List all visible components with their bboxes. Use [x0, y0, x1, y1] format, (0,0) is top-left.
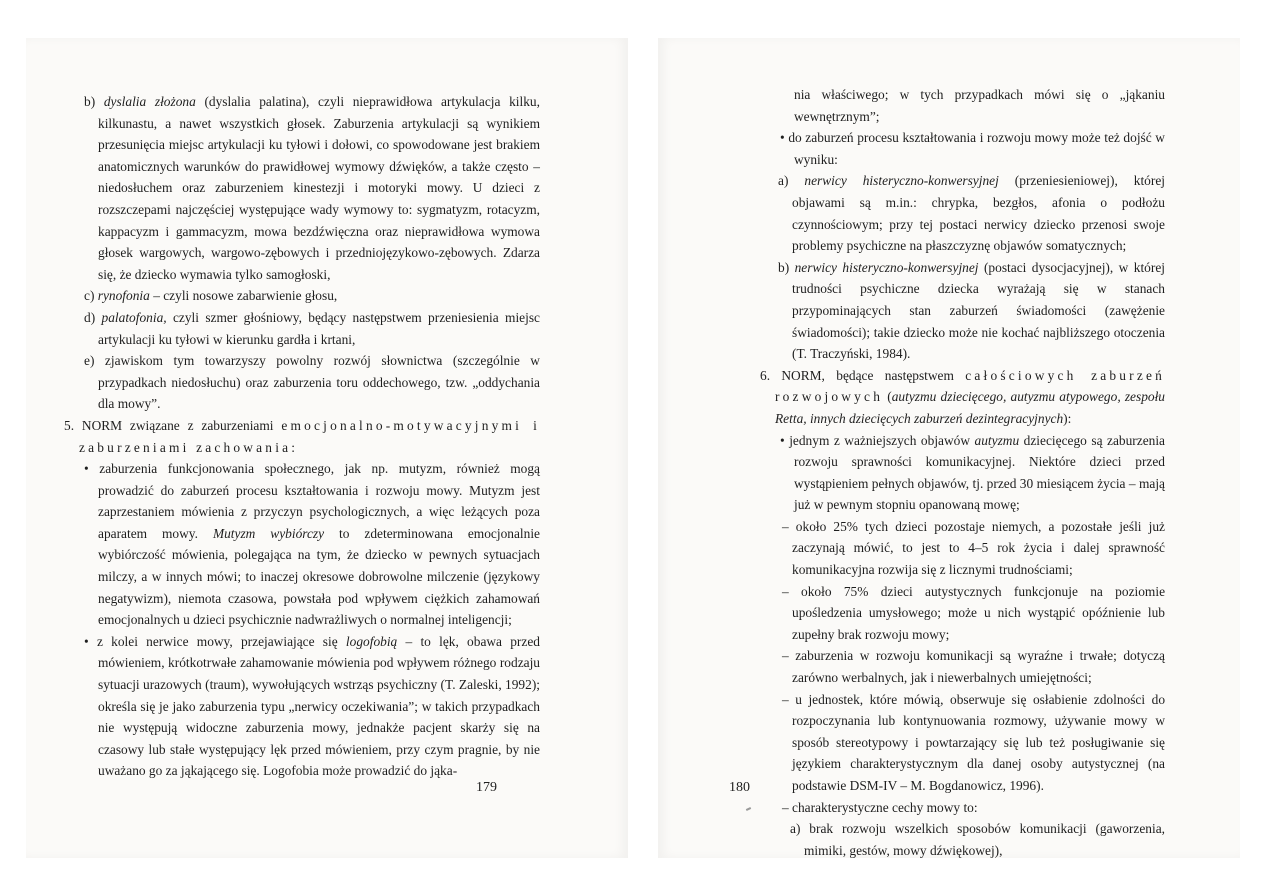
dash-item: – około 25% tych dzieci pozostaje niemych, a pozostałe jeśli już zaczynają mówić, to jest to 4–5 rok życia i dalej sprawność komunikacyjna rozwija się z licznymi trudnościami; — [782, 518, 1165, 578]
list-item-b: b) dyslalia złożona (dyslalia palatina), czyli nieprawidłowa artykulacja kilku, kilkunastu, a nawet wszystkich głosek. Zaburzenia artykulacji są wynikiem przesunięcia miejsc artykulacji ku tyłowi i dołowi, co spowodowane jest brakiem anatomicznych warunków do prawidłowej wymowy dźwięków, a także często – niedosłuchem oraz zaburzeniem kinestezji i motoryki mowy. U dzieci z rozszczepami najczęściej występujące wady wymowy to: sygmatyzm, rotacyzm, kappacyzm i gammacyzm, mowa bezdźwięczna oraz nieprawidłowa wymowa głosek wargowych, wargowo-zębowych i przedniojęzykowo-zębowych. Zdarza się, że dziecko wymawia tylko samogłoski, — [84, 94, 540, 282]
scan-speck — [746, 807, 751, 811]
bullet-item-logofobia: • z kolei nerwice mowy, przejawiające się logofobią – to lęk, obawa przed mówieniem, krótkotrwałe zahamowanie mówienia pod wpływem różnego rodzaju sytuacji urazowych (traum), wywołujących wstrząs psychiczny (T. Zaleski, 1992); określa się je jako zaburzenia typu „nerwicy oczekiwania”; w takich przypadkach nie występują widoczne zaburzenia mowy, jednakże pacjent skarży się na czasowy lub stałe występujący lęk przed mówieniem, przy czym pragnie, by nie uważano go za jąkającego się. Logofobia może prowadzić do jąka- — [84, 633, 540, 779]
page-number-right: 180 — [729, 780, 750, 795]
bullet-icon: • — [84, 633, 89, 649]
section-5-heading: 5. NORM związane z zaburzeniami emocjonalno-motywacyjnymi i zaburzeniami zachowania: — [64, 417, 540, 455]
right-page — [658, 38, 1240, 858]
dash-item: – u jednostek, które mówią, obserwuje się osłabienie zdolności do rozpoczynania lub kontynuowania rozmowy, używanie mowy w sposób stereotypowy i powtarzający się lub też posługiwanie się językiem charakterystycznym dla danej osoby autystycznej (na podstawie DSM-IV – M. Bogdanowicz, 1996). — [782, 691, 1166, 793]
continuation-text: nia właściwego; w tych przypadkach mówi się o „jąkaniu wewnętrznym”; — [794, 87, 1165, 124]
bullet-icon: • — [780, 130, 785, 146]
dash-item: – charakterystyczne cechy mowy to: — [782, 799, 978, 815]
list-item-e: e) zjawiskom tym towarzyszy powolny rozwój słownictwa (szczególnie w przypadkach niedosłuchu) oraz zaburzenia toru oddechowego, tzw. „oddychania dla mowy”. — [84, 353, 540, 412]
bullet-item-autyzm: • jednym z ważniejszych objawów autyzmu dziecięcego są zaburzenia rozwoju sprawności komunikacyjnej. Niektóre dzieci przed wystąpieniem pełnych objawów, tj. przed 30 miesiącem życia – mają już w pewnym stopniu opanowaną mowę; — [780, 432, 1165, 513]
section-6-heading: 6. NORM, będące następstwem całościowych zaburzeń rozwojowych (autyzmu dziecięcego, autyzmu atypowego, zespołu Retta, innych dziecięcych zaburzeń dezintegracyjnych): — [760, 367, 1165, 426]
bullet-icon: • — [780, 432, 785, 448]
sub-item-a: a) nerwicy histeryczno-konwersyjnej (przeniesieniowej), której objawami są m.in.: chrypka, bezgłos, afonia o podłożu czynnościowym; przy tej postaci nerwicy dziecko przenosi swoje problemy psychiczne na płaszczyznę objawów somatycznych; — [778, 173, 1165, 254]
bullet-item-zaburzenia: • do zaburzeń procesu kształtowania i rozwoju mowy może też dojść w wyniku: — [780, 130, 1165, 167]
sub-item-a-last: a) brak rozwoju wszelkich sposobów komunikacji (gaworzenia, mimiki, gestów, mowy dźwiękowej), — [790, 821, 1165, 858]
bullet-item-mutyzm: • zaburzenia funkcjonowania społecznego, jak np. mutyzm, również mogą prowadzić do zaburzeń procesu kształtowania i rozwoju mowy. Mutyzm jest zaprzestaniem mówienia z przyczyn psychologicznych, a więc leżących poza aparatem mowy. Mutyzm wybiórczy to zdeterminowana emocjonalnie wybiórczość mówienia, polegająca na tym, że dziecko w pewnych sytuacjach milczy, a w innych mówi; to inaczej okresowe dobrowolne milczenie (językowy negatywizm), niemota czasowa, powstała pod wpływem ciężkich zahamowań emocjonalnych u dzieci psychicznie nadwrażliwych o normalnej inteligencji; — [84, 461, 540, 628]
list-item-d: d) palatofonia, czyli szmer głośniowy, będący następstwem przeniesienia miejsc artykulacji ku tyłowi w kierunku gardła i krtani, — [84, 309, 540, 347]
bullet-icon: • — [84, 461, 89, 477]
left-page — [26, 38, 628, 858]
sub-item-b: b) nerwicy histeryczno-konwersyjnej (postaci dysocjacyjnej), w której trudności psychiczne dziecka wyrażają się w stanach przypominających stan zaburzeń świadomości (zawężenie świadomości); takie dziecko może nie kochać najbliższego otoczenia (T. Traczyński, 1984). — [778, 259, 1165, 362]
list-item-c: c) rynofonia – czyli nosowe zabarwienie głosu, — [84, 288, 338, 304]
dash-item: – zaburzenia w rozwoju komunikacji są wyraźne i trwałe; dotyczą zarówno werbalnych, jak i niewerbalnych umiejętności; — [782, 648, 1165, 686]
right-page-text — [760, 84, 1165, 861]
left-page-text — [64, 91, 540, 782]
page-number-left: 179 — [476, 780, 497, 795]
dash-item: – około 75% dzieci autystycznych funkcjonuje na poziomie upośledzenia umysłowego; może u nich wystąpić opóźnienie lub zupełny brak rozwoju mowy; — [782, 583, 1166, 642]
